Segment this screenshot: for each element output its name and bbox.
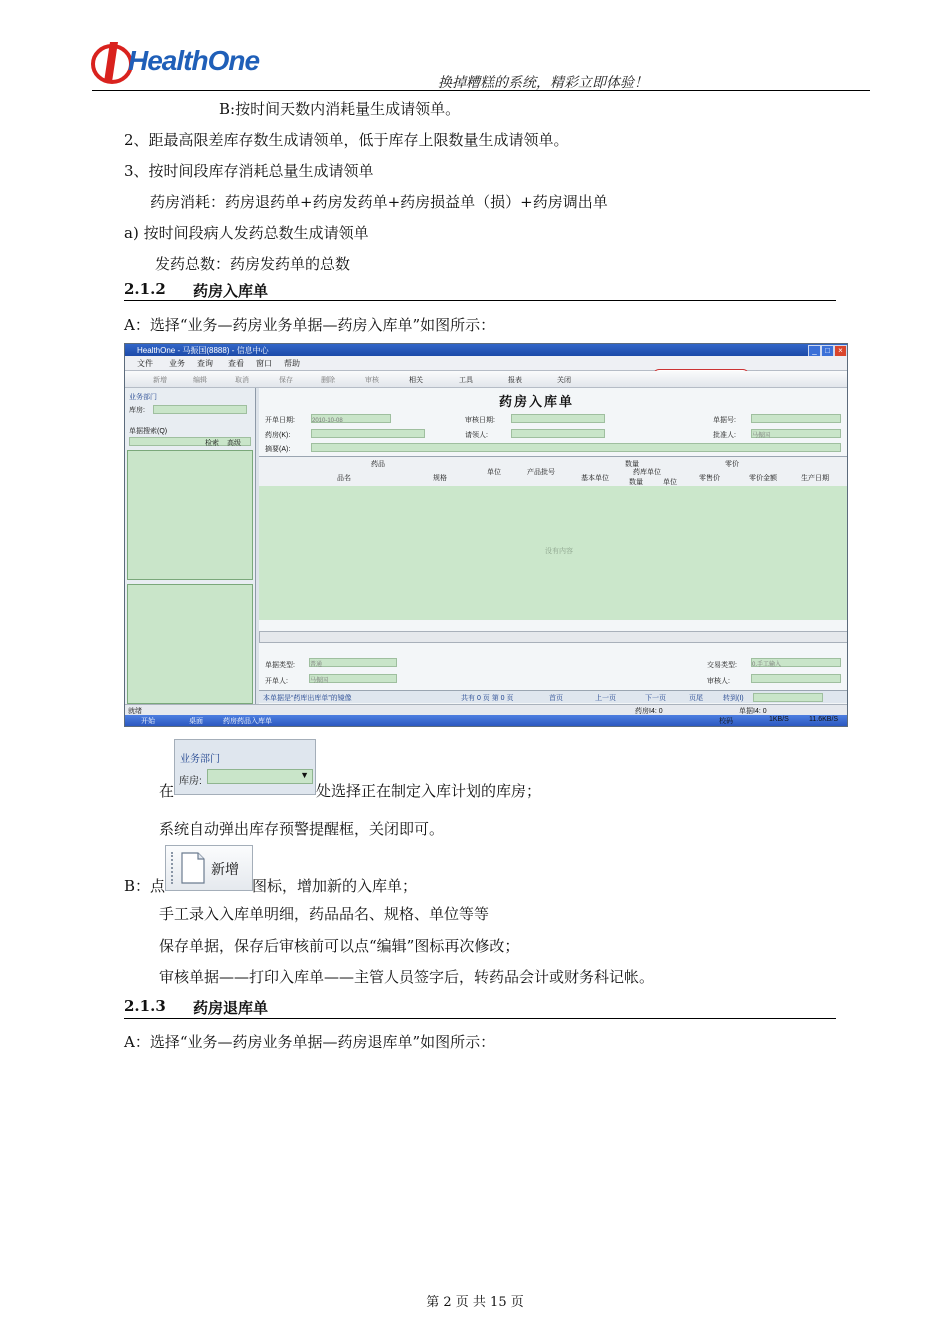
grid-col-store-unit: 药库单位 bbox=[633, 469, 661, 476]
audit-date-field[interactable] bbox=[511, 414, 605, 423]
form-title: 药房入库单 bbox=[499, 395, 575, 410]
app-menubar bbox=[125, 356, 847, 371]
search-button[interactable]: 检索 bbox=[205, 440, 219, 447]
app-bottombar bbox=[125, 704, 847, 715]
menu-view[interactable]: 查看 bbox=[228, 359, 244, 368]
page-footer: 第 2 页 共 15 页 bbox=[426, 1295, 524, 1310]
upload-speed: 1KB/S bbox=[769, 716, 789, 723]
grid-col-qty: 数量 bbox=[629, 479, 643, 486]
text-line: 在 bbox=[159, 782, 175, 800]
snapshot-dept-label: 业务部门 bbox=[180, 754, 220, 765]
goto-select[interactable] bbox=[753, 693, 823, 702]
text-line: B:按时间天数内消耗量生成请领单。 bbox=[219, 100, 461, 118]
doc-type-select[interactable]: 普通 bbox=[309, 658, 397, 667]
grid-col-name: 品名 bbox=[337, 475, 351, 482]
ready-text: 就绪 bbox=[128, 708, 142, 715]
new-button-label: 新增 bbox=[211, 862, 239, 878]
menu-window[interactable]: 窗口 bbox=[256, 359, 272, 368]
doc-no-label: 单据号: bbox=[713, 417, 736, 424]
toolbar-report[interactable]: 报表 bbox=[508, 377, 522, 384]
minimize-icon[interactable]: _ bbox=[808, 345, 821, 357]
toolbar-delete[interactable]: 删除 bbox=[321, 377, 335, 384]
doc-count: 单据I4: 0 bbox=[739, 708, 767, 715]
new-button-snapshot[interactable] bbox=[165, 845, 253, 891]
section-number: 2.1.2 bbox=[124, 280, 166, 298]
audit-date-label: 审核日期: bbox=[465, 417, 495, 424]
section-title: 药房退库单 bbox=[193, 999, 269, 1017]
store-label: 库房: bbox=[129, 407, 145, 414]
requester-label: 请领人: bbox=[465, 432, 488, 439]
store-selector-snapshot bbox=[174, 739, 316, 795]
download-speed: 11.6KB/S bbox=[809, 716, 839, 723]
app-titlebar bbox=[125, 344, 847, 356]
left-pane bbox=[125, 388, 256, 704]
section-rule bbox=[124, 1018, 836, 1019]
text-line: a) 按时间段病人发药总数生成请领单 bbox=[124, 224, 369, 242]
trade-type-select[interactable]: 0.手工输入 bbox=[751, 658, 841, 667]
opener-label: 开单人: bbox=[265, 678, 288, 685]
store-select[interactable] bbox=[153, 405, 247, 414]
text-line: A：选择“业务—药房业务单据—药房退库单”如图所示： bbox=[124, 1033, 496, 1051]
grid-col-unit: 单位 bbox=[487, 469, 501, 476]
header-slogan: 换掉糟糕的系统，精彩立即体验！ bbox=[438, 75, 648, 91]
section-number: 2.1.3 bbox=[124, 997, 166, 1015]
grid-col-retail: 零售价 bbox=[699, 475, 720, 482]
horizontal-scrollbar[interactable] bbox=[259, 631, 848, 643]
open-date-field[interactable]: 2010-10-08 bbox=[311, 414, 391, 423]
toolbar-save[interactable]: 保存 bbox=[279, 377, 293, 384]
chevron-down-icon: ▼ bbox=[300, 770, 309, 780]
menu-help[interactable]: 帮助 bbox=[284, 359, 300, 368]
grid-group-qty: 数量 bbox=[625, 461, 639, 468]
next-page-button[interactable]: 下一页 bbox=[645, 695, 666, 702]
auditor-field[interactable] bbox=[751, 674, 841, 683]
snapshot-store-label: 库房: bbox=[179, 776, 202, 787]
snapshot-store-select[interactable] bbox=[207, 769, 313, 784]
grid-empty-text: 没有内容 bbox=[545, 548, 573, 555]
desktop-button[interactable]: 桌面 bbox=[189, 718, 203, 725]
text-line: 保存单据，保存后审核前可以点“编辑”图标再次修改； bbox=[159, 937, 520, 955]
grid-group-drug: 药品 bbox=[371, 461, 385, 468]
grid-col-retail-amt: 零价金额 bbox=[749, 475, 777, 482]
summary-label: 摘要(A): bbox=[265, 446, 291, 453]
prev-page-button[interactable]: 上一页 bbox=[595, 695, 616, 702]
approver-field[interactable]: 马振国 bbox=[751, 429, 841, 438]
toolbar-edit[interactable]: 编辑 bbox=[193, 377, 207, 384]
open-date-label: 开单日期: bbox=[265, 417, 295, 424]
text-line: B：点 bbox=[124, 877, 166, 895]
approver-label: 批准人: bbox=[713, 432, 736, 439]
core-docs-list bbox=[127, 584, 253, 704]
mirror-note: 本单据是“药库出库单”的镜像 bbox=[263, 695, 352, 702]
dept-label: 业务部门 bbox=[129, 394, 157, 401]
search-results bbox=[127, 450, 253, 580]
doc-type-label: 单据类型: bbox=[265, 662, 295, 669]
auditor-label: 审核人: bbox=[707, 678, 730, 685]
text-line: A：选择“业务—药房业务单据—药房入库单”如图所示： bbox=[124, 316, 496, 334]
close-icon[interactable]: × bbox=[834, 345, 847, 357]
text-line: 3、按时间段库存消耗总量生成请领单 bbox=[124, 162, 374, 180]
doc-no-field[interactable] bbox=[751, 414, 841, 423]
text-line: 药房消耗：药房退药单+药房发药单+药房损益单（损）+药房调出单 bbox=[150, 193, 608, 211]
grid-col-batch: 产品批号 bbox=[527, 469, 555, 476]
grid-col-mfg-date: 生产日期 bbox=[801, 475, 829, 482]
app-toolbar bbox=[125, 371, 847, 388]
app-screenshot bbox=[124, 343, 848, 727]
trade-type-label: 交易类型: bbox=[707, 662, 737, 669]
grid-col-spec: 规格 bbox=[433, 475, 447, 482]
toolbar-close[interactable]: 关闭 bbox=[557, 377, 571, 384]
section-title: 药房入库单 bbox=[193, 282, 269, 300]
form-area bbox=[259, 388, 847, 704]
toolbar-new[interactable]: 新增 bbox=[153, 377, 167, 384]
grid-header bbox=[259, 456, 847, 487]
new-document-icon bbox=[180, 852, 206, 884]
text-line: 发药总数：药房发药单的总数 bbox=[155, 255, 351, 273]
goto-label: 转到(I) bbox=[723, 695, 744, 702]
task-button[interactable]: 药房药品入库单 bbox=[223, 718, 272, 725]
grid-body bbox=[259, 486, 847, 620]
menu-file[interactable]: 文件 bbox=[137, 359, 153, 368]
page-count: 共有 0 页 第 0 页 bbox=[461, 695, 514, 702]
requester-field[interactable] bbox=[511, 429, 605, 438]
pharmacy-label: 药房(K): bbox=[265, 432, 291, 439]
search-label: 单据搜索(Q) bbox=[129, 428, 168, 435]
grid-col-base-unit: 基本单位 bbox=[581, 475, 609, 482]
section-rule bbox=[124, 300, 836, 301]
text-line: 2、距最高限差库存数生成请领单，低于库存上限数量生成请领单。 bbox=[124, 131, 569, 149]
toolbar-related[interactable]: 相关 bbox=[409, 377, 423, 384]
toolbar-cancel[interactable]: 取消 bbox=[235, 377, 249, 384]
advanced-button[interactable]: 高级 bbox=[227, 440, 241, 447]
grip-icon bbox=[171, 852, 175, 884]
start-button[interactable]: 开始 bbox=[141, 718, 155, 725]
os-taskbar bbox=[125, 715, 847, 726]
menu-query[interactable]: 查询 bbox=[197, 359, 213, 368]
opener-field[interactable]: 马振国 bbox=[309, 674, 397, 683]
text-line: 手工录入入库单明细，药品品名、规格、单位等等 bbox=[159, 905, 490, 923]
pharm-count: 药房I4: 0 bbox=[635, 708, 663, 715]
text-line: 处选择正在制定入库计划的库房； bbox=[316, 782, 542, 800]
header-rule bbox=[92, 90, 870, 91]
menu-business[interactable]: 业务 bbox=[169, 359, 185, 368]
summary-field[interactable] bbox=[311, 443, 841, 452]
grid-col-unit2: 单位 bbox=[663, 479, 677, 486]
text-line: 审核单据——打印入库单——主管人员签字后，转药品会计或财务科记帐。 bbox=[159, 968, 655, 986]
maximize-icon[interactable]: □ bbox=[821, 345, 834, 357]
toolbar-tools[interactable]: 工具 bbox=[459, 377, 473, 384]
pharmacy-field[interactable] bbox=[311, 429, 425, 438]
first-page-button[interactable]: 首页 bbox=[549, 695, 563, 702]
grid-group-price: 零价 bbox=[725, 461, 739, 468]
healthone-logo-text: HealthOne bbox=[128, 45, 260, 76]
last-page-button[interactable]: 页尾 bbox=[689, 695, 703, 702]
toolbar-audit[interactable]: 审核 bbox=[365, 377, 379, 384]
app-title: HealthOne - 马振国(8888) - 信息中心 bbox=[137, 346, 269, 355]
check-label: 校码 bbox=[719, 718, 733, 725]
text-line: 图标，增加新的入库单； bbox=[252, 877, 418, 895]
text-line: 系统自动弹出库存预警提醒框，关闭即可。 bbox=[159, 820, 445, 838]
form-statusbar bbox=[259, 690, 847, 703]
